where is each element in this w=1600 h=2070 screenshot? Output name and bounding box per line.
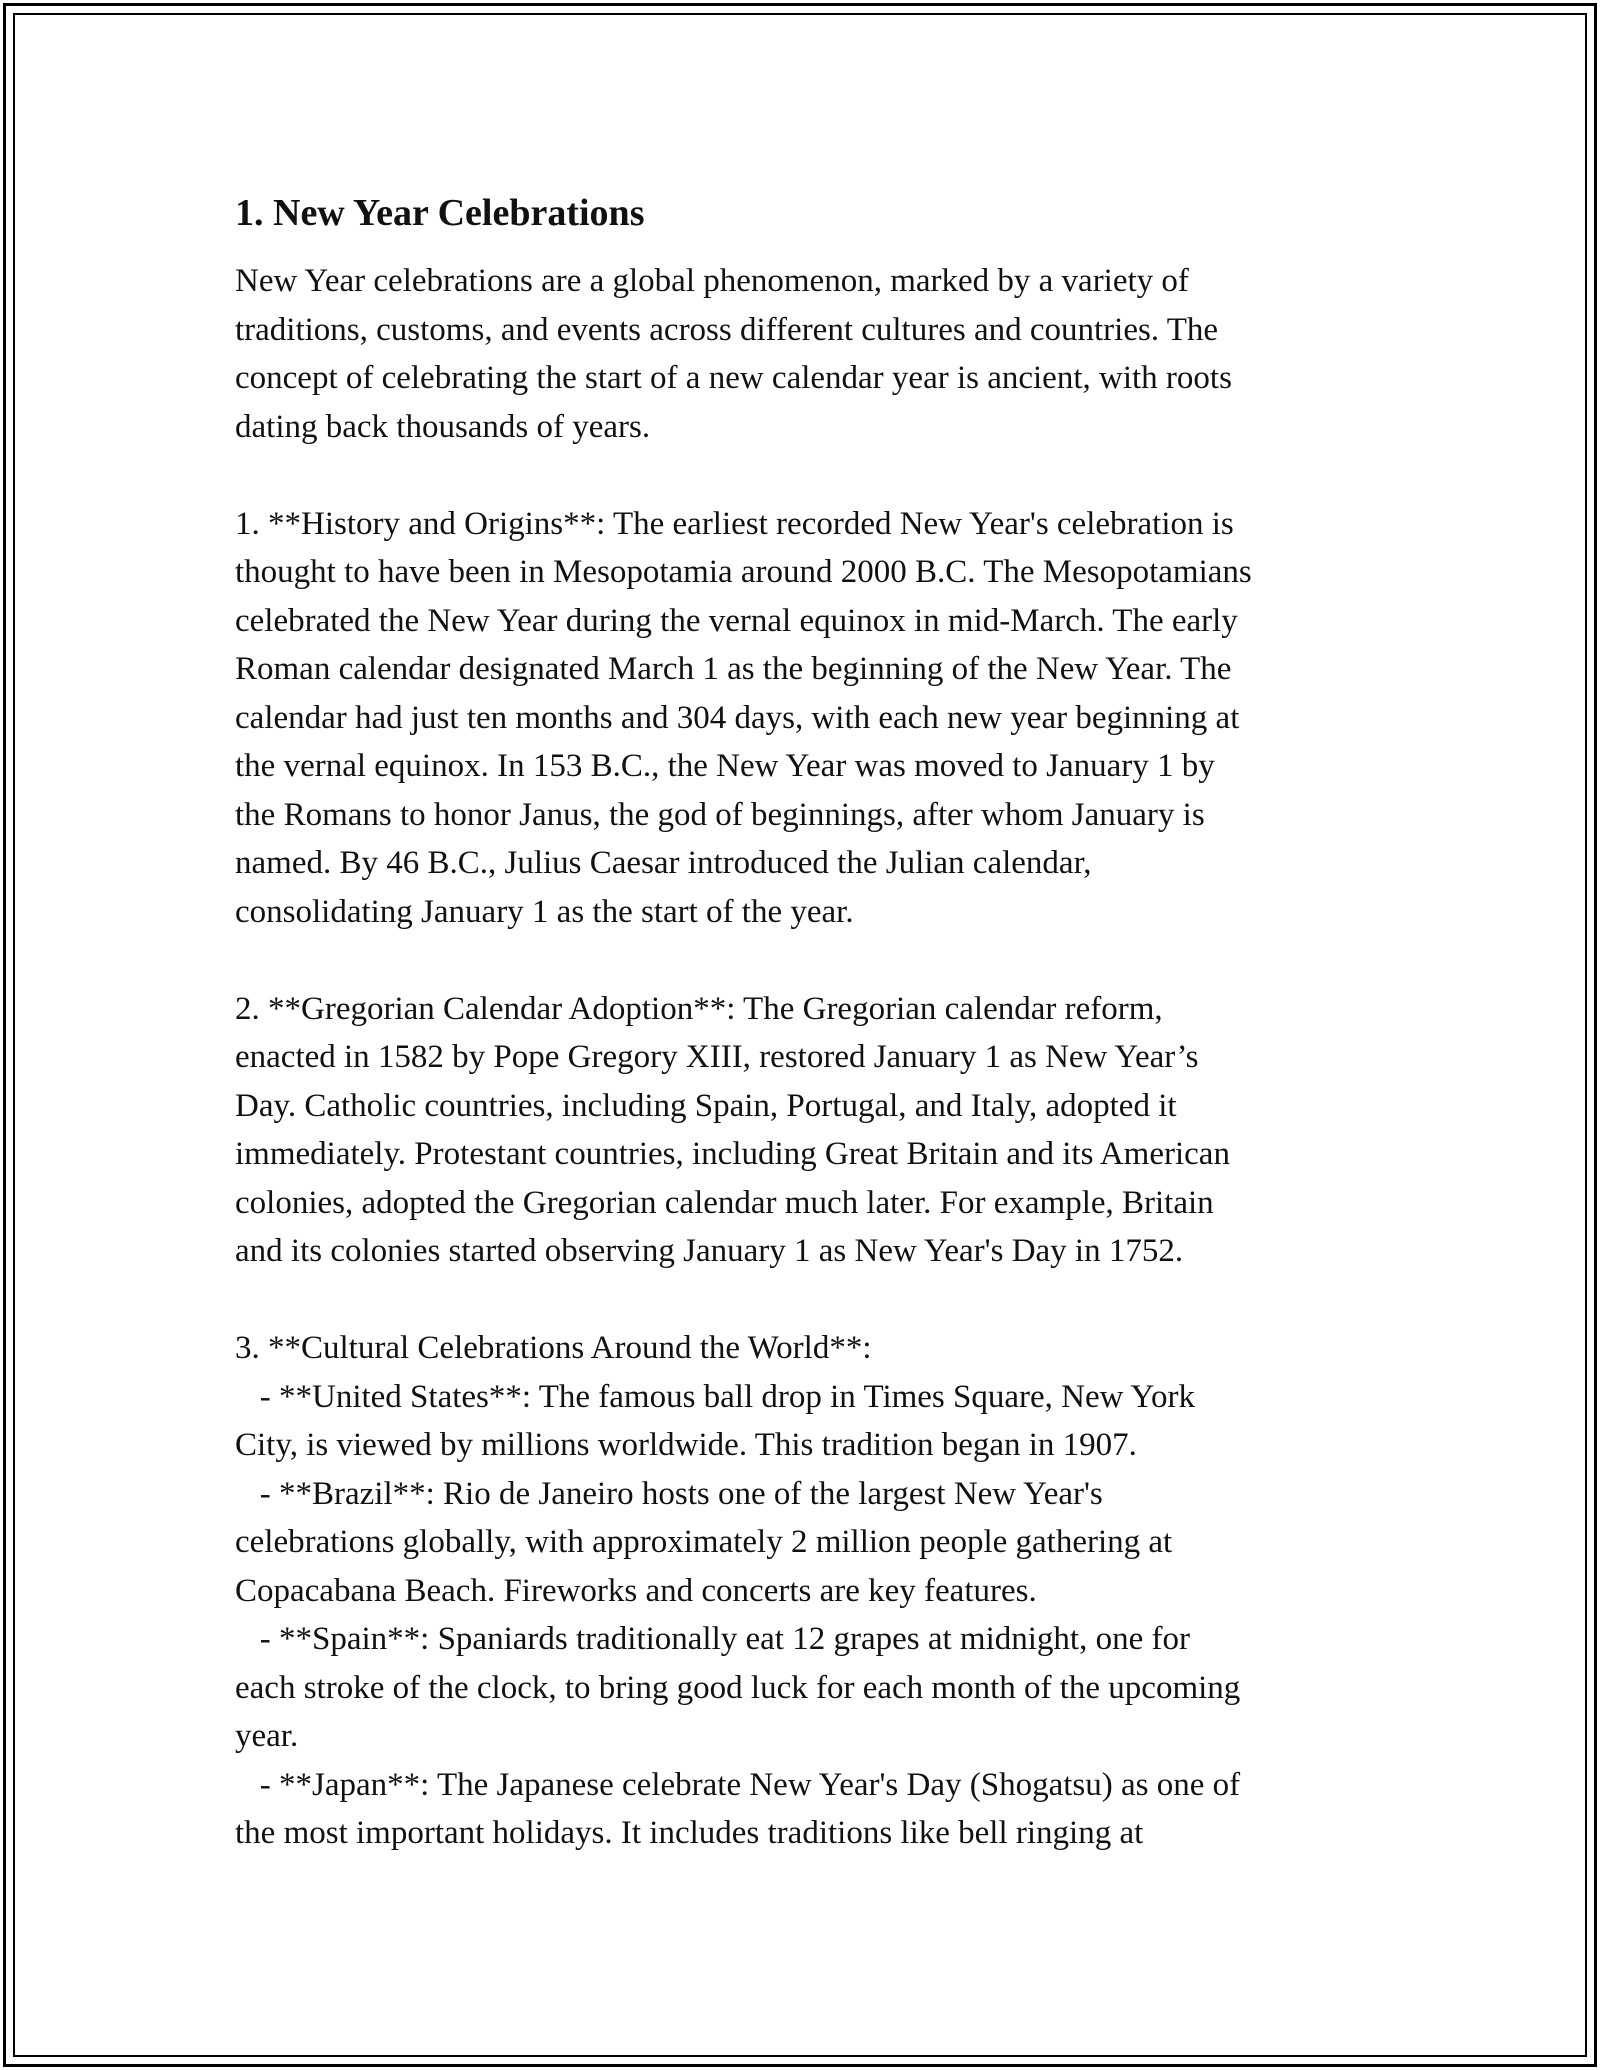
document-page: [235, 185, 1385, 1858]
section-heading: 1. New Year Celebrations: [235, 192, 645, 234]
intro-paragraph: New Year celebrations are a global phenomenon, marked by a variety of traditions, customs, and events across different cultures and countries. The concept of celebrating the start of a new calendar year is ancient, with roots dating back thousands of years.: [235, 263, 1232, 445]
gregorian-paragraph: 2. **Gregorian Calendar Adoption**: The Gregorian calendar reform, enacted in 1582 by Pope Gregory XIII, restored January 1 as New Year’s Day. Catholic countries, including Spain, Portugal, and Italy, adopted it immediately. Protestant countries, including Great Britain and its American colonies, adopted the Gregorian calendar much later. For example, Britain and its colonies started observing January 1 as New Year's Day in 1752.: [235, 990, 1230, 1269]
cultural-paragraph: 3. **Cultural Celebrations Around the World**: - **United States**: The famous ball drop in Times Square, New York City, is viewed by millions worldwide. This tradition began in 1907. - **Brazil**: Rio de Janeiro hosts one of the largest New Year's celebrations globally, with approximately 2 million people gathering at Copacabana Beach. Fireworks and concerts are key features. - **Spain**: Spaniards traditionally eat 12 grapes at midnight, one for each stroke of the clock, to bring good luck for each month of the upcoming year. - **Japan**: The Japanese celebrate New Year's Day (Shogatsu) as one of the most important holidays. It includes traditions like bell ringing at: [235, 1330, 1241, 1851]
history-paragraph: 1. **History and Origins**: The earliest recorded New Year's celebration is thought to have been in Mesopotamia around 2000 B.C. The Mesopotamians celebrated the New Year during the vernal equinox in mid-March. The early Roman calendar designated March 1 as the beginning of the New Year. The calendar had just ten months and 304 days, with each new year beginning at the vernal equinox. In 153 B.C., the New Year was moved to January 1 by the Romans to honor Janus, the god of beginnings, after whom January is named. By 46 B.C., Julius Caesar introduced the Julian calendar, consolidating January 1 as the start of the year.: [235, 505, 1252, 930]
